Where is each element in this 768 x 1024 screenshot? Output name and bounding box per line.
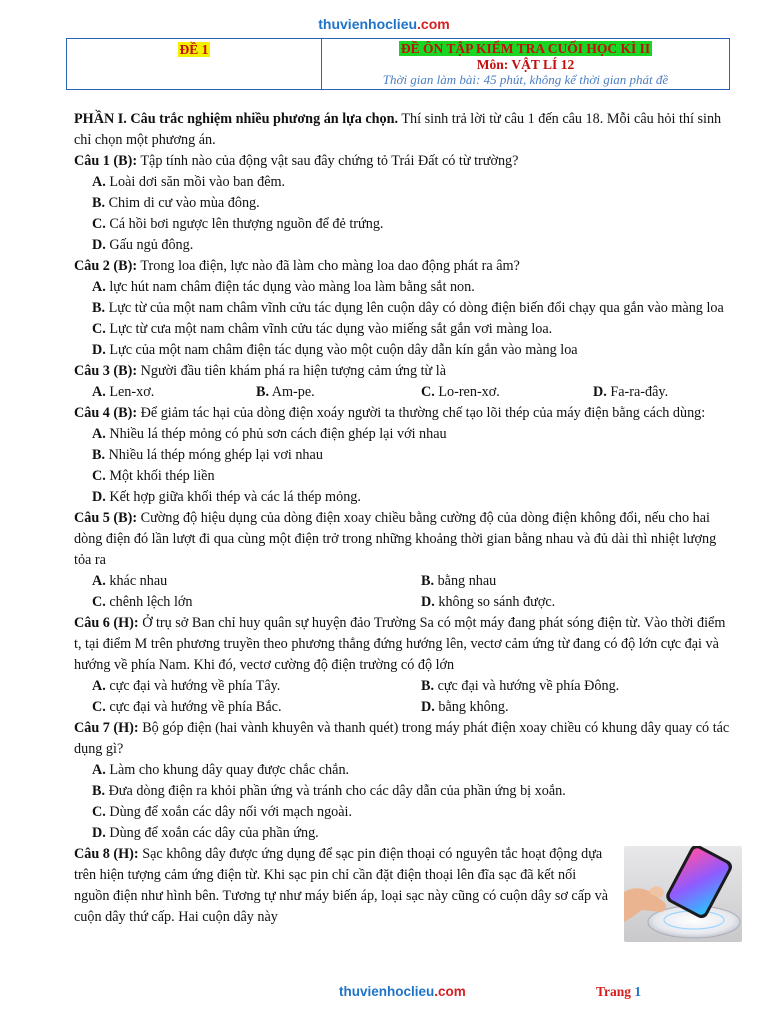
option: C. Một khối thép liền	[92, 468, 215, 484]
option: A. khác nhau	[92, 573, 168, 589]
footer-site	[339, 984, 466, 999]
question-text: Bộ góp điện (hai vành khuyên và thanh quét) trong máy phát điện xoay chiều có khung dây quay có tác dụng gì?	[74, 720, 730, 757]
site-name: thuvienhoclieu	[318, 16, 418, 32]
option: A. Nhiều lá thép mỏng có phủ sơn cách điện ghép lại với nhau	[92, 426, 447, 442]
option: B. bằng nhau	[421, 573, 497, 589]
question-label: Câu 2 (B):	[74, 258, 138, 274]
footer-site-domain: .com	[434, 984, 466, 999]
site-domain: .com	[417, 16, 450, 32]
exam-header-table	[66, 38, 730, 90]
question-label: Câu 5 (B):	[74, 510, 138, 526]
site-header	[0, 16, 768, 32]
page-label: Trang	[596, 984, 635, 999]
question-label: Câu 4 (B):	[74, 405, 138, 421]
section-intro	[74, 109, 732, 151]
question-label: Câu 8 (H):	[74, 846, 139, 862]
option: A. Loài dơi săn mồi vào ban đêm.	[92, 174, 286, 190]
option: D. bằng không.	[421, 699, 509, 715]
option: C. Cá hồi bơi ngược lên thượng nguồn để đẻ trứng.	[92, 216, 384, 232]
question-text: Cường độ hiệu dụng của dòng điện xoay chiều bằng cường độ của dòng điện không đổi, nếu cho hai dòng điện đó lần lượt đi qua cùng một điện trở trong những khoảng thời gian bằng nhau và đủ dài thì nhiệt lượng tỏa ra	[74, 510, 717, 568]
question-3	[74, 361, 732, 382]
question-label: Câu 3 (B):	[74, 363, 138, 379]
question-label: Câu 7 (H):	[74, 720, 139, 736]
option: A. Len-xơ.	[92, 384, 155, 400]
option: B. Lực từ của một nam châm vĩnh cửu tác dụng lên cuộn dây có dòng điện biến đổi chạy qua gắn vào màng loa	[92, 300, 724, 316]
page-number	[596, 984, 641, 1000]
option: B. Am-pe.	[256, 384, 315, 400]
header-left-cell	[67, 39, 322, 89]
option: B. cực đại và hướng về phía Đông.	[421, 678, 620, 694]
question-text: Để giảm tác hại của dòng điện xoáy người ta thường chế tạo lõi thép của máy điện bằng cách dùng:	[137, 405, 706, 421]
section-instructions: Thí sinh trả lời từ câu 1 đến câu 18. Mỗi câu hỏi thí sinh chỉ chọn một phương án.	[74, 111, 722, 148]
option: C. cực đại và hướng về phía Bắc.	[92, 699, 282, 715]
question-8-block	[74, 844, 732, 928]
question-text: Ở trụ sở Ban chỉ huy quân sự huyện đảo Trường Sa có một máy đang phát sóng điện từ. Vào thời điểm t, tại điểm M trên phương truyền theo phương thẳng đứng hướng lên, vectơ cảm ứng từ đang có độ lớn cực đại và hướng về phía Nam. Khi đó, vectơ cường độ điện trường có độ lớn	[74, 615, 726, 673]
option: D. không so sánh được.	[421, 594, 556, 610]
option: D. Gấu ngủ đông.	[92, 237, 194, 253]
wireless-charger-illustration	[624, 846, 742, 942]
question-label: Câu 6 (H):	[74, 615, 139, 631]
question-6	[74, 613, 732, 676]
option: C. Lo-ren-xơ.	[421, 384, 500, 400]
exam-subject: Môn: VẬT LÍ 12	[476, 56, 575, 72]
question-2	[74, 256, 732, 277]
options-row	[74, 697, 732, 718]
wireless-charger-photo	[624, 846, 742, 942]
header-right-cell	[322, 39, 729, 89]
option: A. lực hút nam châm điện tác dụng vào màng loa làm bằng sắt non.	[92, 279, 475, 295]
question-text: Người đầu tiên khám phá ra hiện tượng cảm ứng từ là	[137, 363, 447, 379]
exam-code-label: ĐỀ 1	[179, 42, 209, 57]
exam-title: ĐỀ ÔN TẬP KIỂM TRA CUỐI HỌC KÌ II	[400, 41, 651, 56]
option: A. cực đại và hướng về phía Tây.	[92, 678, 281, 694]
question-text: Tập tính nào của động vật sau đây chứng tỏ Trái Đất có từ trường?	[137, 153, 519, 169]
option: B. Chim di cư vào mùa đông.	[92, 195, 260, 211]
option: B. Nhiều lá thép móng ghép lại vơi nhau	[92, 447, 323, 463]
question-text: Sạc không dây được ứng dụng để sạc pin điện thoại có nguyên tắc hoạt động dựa trên hiện tượng cảm ứng điện từ. Khi sạc pin chỉ cần đặt điện thoại lên đĩa sạc đã kết nối nguồn điện như hình bên. Tương tự như máy biến áp, loại sạc này cũng có cuộn dây sơ cấp và cuộn dây thứ cấp. Hai cuộn dây này	[74, 846, 609, 925]
option: C. Dùng để xoắn các dây nối với mạch ngoài.	[92, 804, 353, 820]
options-row	[74, 382, 732, 403]
question-1	[74, 151, 732, 172]
question-text: Trong loa điện, lực nào đã làm cho màng loa dao động phát ra âm?	[137, 258, 520, 274]
options-row	[74, 592, 732, 613]
option: C. Lực từ cưa một nam châm vĩnh cửu tác dụng vào miếng sắt gắn vơi màng loa.	[92, 321, 553, 337]
question-7	[74, 718, 732, 760]
question-8	[74, 844, 614, 928]
option: D. Lực của một nam châm điện tác dụng vào một cuộn dây dẫn kín gắn vào màng loa	[92, 342, 578, 358]
option: D. Kết hợp giữa khối thép và các lá thép mỏng.	[92, 489, 361, 505]
option: C. chênh lệch lớn	[92, 594, 193, 610]
question-4	[74, 403, 732, 424]
page-number-value: 1	[634, 984, 642, 999]
exam-content	[74, 109, 732, 928]
option: D. Fa-ra-đây.	[593, 384, 669, 400]
section-label: PHẦN I. Câu trắc nghiệm nhiều phương án lựa chọn.	[74, 111, 399, 127]
exam-time-note: Thời gian làm bài: 45 phút, không kể thời gian phát đề	[382, 72, 669, 87]
options-row	[74, 676, 732, 697]
options-row	[74, 571, 732, 592]
footer-site-name: thuvienhoclieu	[339, 984, 435, 999]
question-5	[74, 508, 732, 571]
question-label: Câu 1 (B):	[74, 153, 138, 169]
option: A. Làm cho khung dây quay được chắc chắn.	[92, 762, 350, 778]
option: D. Dùng để xoắn các dây của phần ứng.	[92, 825, 319, 841]
option: B. Đưa dòng điện ra khỏi phần ứng và tránh cho các dây dẫn của phần ứng bị xoắn.	[92, 783, 566, 799]
page-footer	[0, 984, 768, 1002]
